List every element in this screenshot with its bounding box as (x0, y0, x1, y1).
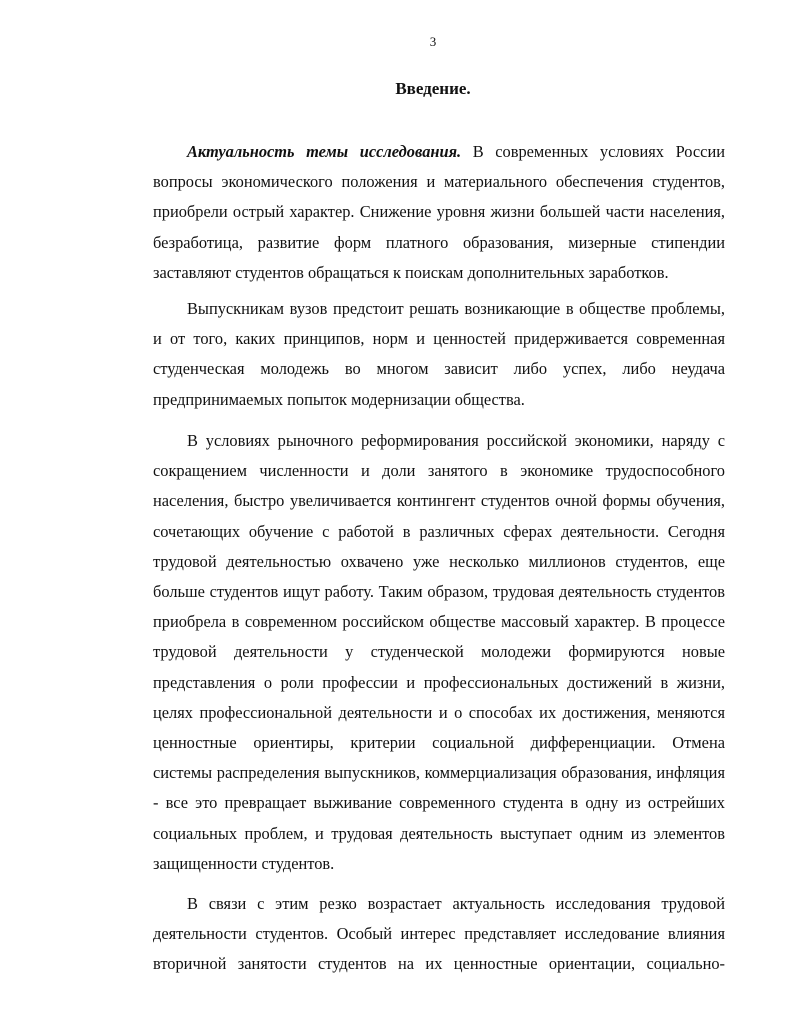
page-number: 3 (429, 34, 437, 49)
paragraph-lead: Актуальность темы исследования. (187, 142, 462, 161)
paragraph-secondary-employment: В связи с этим резко возрастает актуальность исследования трудовой деятельности студентов. Особый интерес представляет исследование влияния вторичной занятости студентов на их ценностные ориентации, социально- (153, 894, 725, 974)
paragraph-text: В современных условиях России вопросы экономического положения и материального обеспечения студентов, приобрели острый характер. Снижение уровня жизни большей части населения, безработица, развитие форм платного образования, мизерные стипендии заставляют студентов обращаться к поискам дополнительных заработков. (153, 142, 725, 282)
paragraph-graduates: Выпускникам вузов предстоит решать возникающие в обществе проблемы, и от того, каких принципов, норм и ценностей придерживается современная студенческая молодежь во многом зависит либо успех, либо неудача предпринимаемых попыток модернизации общества. (153, 299, 725, 409)
paragraph-market-reform: В условиях рыночного реформирования российской экономики, наряду с сокращением численности и доли занятого в экономике трудоспособного населения, быстро увеличивается контингент студентов очной формы обучения, сочетающих обучение с работой в различных сферах деятельности. Сегодня трудовой деятельностью охвачено уже несколько миллионов студентов, еще больше студентов ищут работу. Таким образом, трудовая деятельность студентов приобрела в современном российском обществе массовый характер. В процессе трудовой деятельности у студенческой молодежи формируются новые представления о роли профессии и профессиональных достижений в жизни, целях профессиональной деятельности и о способах их достижения, меняются ценностные ориентиры, критерии социальной дифференциации. Отмена системы распределения выпускников, коммерциализация образования, инфляция - все это превращает выживание современного студента в одну из острейших социальных проблем, и трудовая деятельность выступает одним из элементов защищенности студентов. (153, 431, 725, 873)
section-heading: Введение. (395, 79, 471, 98)
paragraph-relevance (153, 137, 725, 288)
